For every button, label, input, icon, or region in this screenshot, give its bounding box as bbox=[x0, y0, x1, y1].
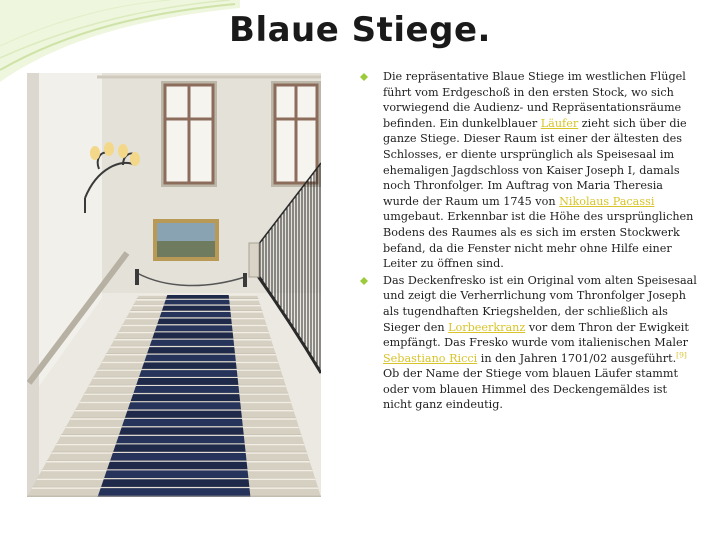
footnote-ref[interactable]: [9] bbox=[676, 349, 687, 359]
bullet-text: zieht sich über die ganze Stiege. Dieser Raum ist einer der ältesten des Schlosses, er diente ursprünglich als Speisesaal im ehemaligen Jagdschloss von Kaiser Joseph I, damals noch Thronfolger. Im Auftrag von Maria Theresia wurde der Raum um 1745 von bbox=[383, 116, 687, 208]
slide-body bbox=[360, 69, 698, 414]
wiki-link[interactable]: Nikolaus Pacassi bbox=[559, 194, 655, 208]
blue-carpet-segment bbox=[107, 462, 248, 471]
blue-carpet-segment bbox=[116, 436, 245, 445]
bullet-text: Das Deckenfresko ist ein Original vom alten Speisesaal und zeigt die Verherrlichung vom Thronfolger Joseph als tugendhaften Kriegshelden, der schließlich als Sieger den bbox=[383, 273, 697, 334]
blue-carpet-segment bbox=[130, 394, 240, 402]
bullet-text: Die repräsentative Blaue Stiege im westlichen Flügel führt vom Erdgeschoß in den ersten Stock, wo sich vorwiegend die Audienz- und Repräsentationsräume befinden. Ein dunkelblauer bbox=[383, 70, 686, 130]
blue-carpet-segment bbox=[119, 427, 244, 435]
bullet-text: in den Jahren 1701/02 ausgeführt. bbox=[477, 351, 677, 365]
blue-carpet-segment bbox=[101, 479, 250, 488]
bullet-icon bbox=[360, 277, 368, 285]
bullet-item bbox=[360, 273, 698, 413]
bullet-text: vor dem Thron der Ewigkeit empfängt. Das Fresko wurde vom italienischen Maler bbox=[383, 320, 689, 350]
blue-carpet-segment bbox=[136, 378, 239, 386]
blue-carpet-segment bbox=[110, 453, 247, 462]
blue-carpet-segment bbox=[104, 470, 249, 479]
slide-title bbox=[0, 10, 720, 50]
staircase-illustration bbox=[27, 73, 321, 497]
bullet-text: umgebaut. Erkennbar ist die Höhe des ursprünglichen Bodens des Raumes als es sich im ersten Stockwerk befand, da die Fenster nicht mehr ohne Hilfe einer Leiter zu öffnen sind. bbox=[383, 210, 694, 271]
blue-carpet-segment bbox=[133, 386, 239, 394]
wiki-link[interactable]: Lorbeerkranz bbox=[448, 320, 526, 334]
blue-carpet-segment bbox=[113, 444, 246, 453]
blue-carpet-segment bbox=[125, 411, 243, 419]
blue-carpet-segment bbox=[98, 488, 251, 497]
staircase-photo bbox=[27, 73, 321, 497]
wiki-link[interactable]: Läufer bbox=[540, 116, 579, 130]
slide-title-text: Blaue Stiege. bbox=[229, 10, 491, 50]
blue-carpet-segment bbox=[122, 419, 243, 427]
bullet-item bbox=[360, 69, 698, 272]
bullet-list bbox=[360, 69, 698, 413]
wiki-link[interactable]: Sebastiano Ricci bbox=[383, 351, 478, 365]
bullet-text: Ob der Name der Stiege vom blauen Läufer stammt oder vom blauen Himmel des Deckengemäldes ist nicht ganz eindeutig. bbox=[383, 367, 679, 412]
bullet-icon bbox=[360, 73, 368, 81]
blue-carpet-segment bbox=[127, 402, 241, 410]
